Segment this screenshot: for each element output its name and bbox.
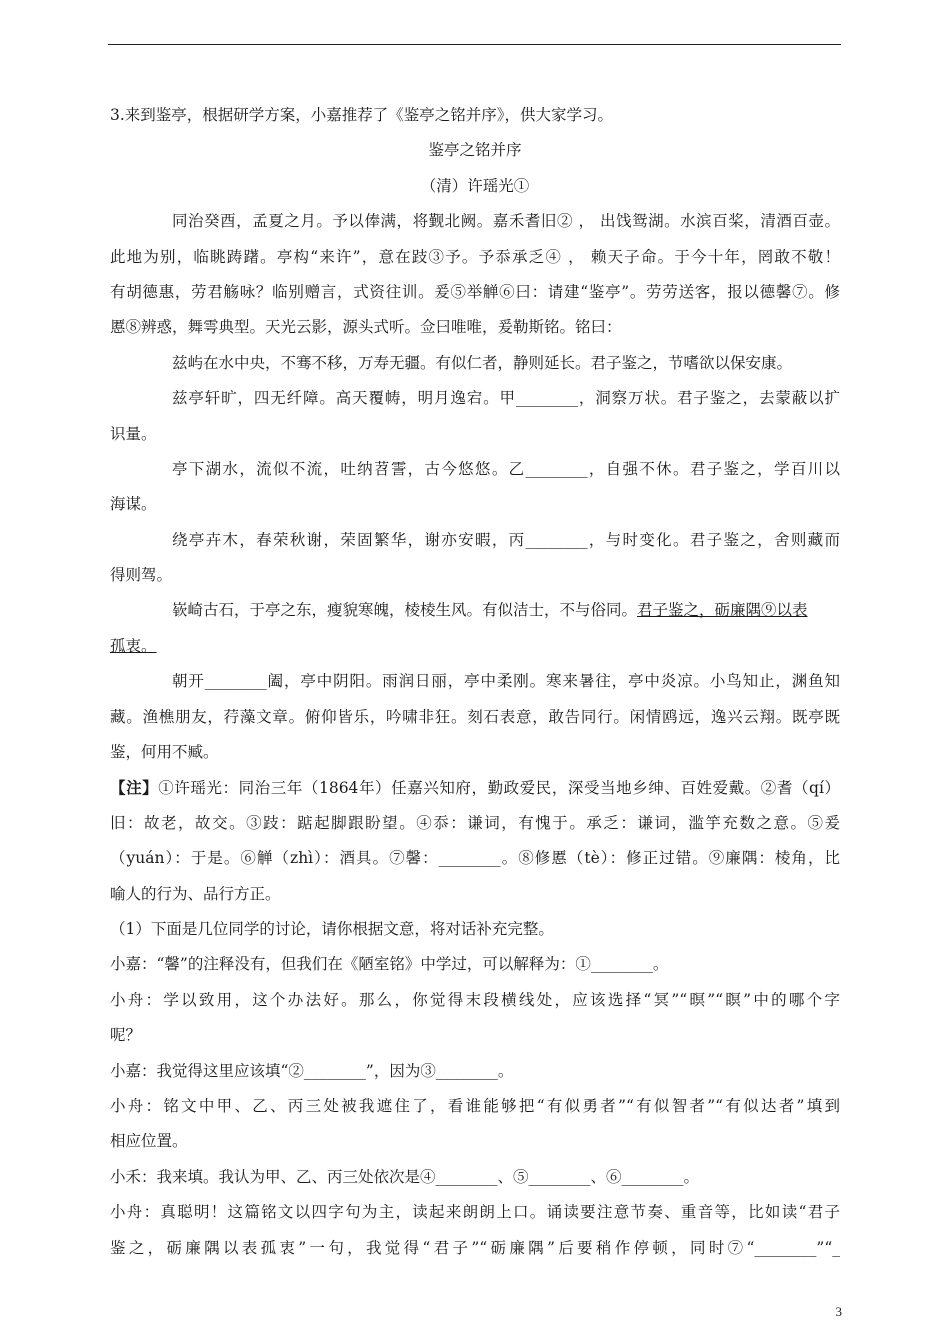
inscription-line: 鉴，何用不臧。 [110, 743, 219, 762]
dialogue-line: 小舟：学以致用，这个办法好。那么，你觉得末段横线处，应该选择“冥”“暝”“瞑”中的哪个字 [110, 990, 840, 1009]
inscription-line: 藏。渔樵朋友，荇藻文章。俯仰皆乐，吟啸非狂。刻石表意，敢告同行。闲情鸥远，逸兴云翔。既亭既 [110, 707, 840, 726]
underlined-sentence-end: 孤衷。 [110, 636, 157, 655]
preface-line: 慝⑧辨惑，舞雩典型。天光云影，源头式听。佥曰唯唯，爰勒斯铭。铭曰： [110, 318, 622, 337]
note-line: 喻人的行为、品行方正。 [110, 884, 281, 903]
header-rule [108, 44, 841, 45]
preface-line: 此地为别，临眺踌躇。亭构“来许”，意在跂③予。予忝承乏④ ， 赖天子命。于今十年，罔敢不敬！ [110, 247, 840, 266]
underlined-sentence: 君子鉴之，砺廉隅⑨以表 [637, 601, 808, 620]
dialogue-line: 鉴之，砺廉隅以表孤衷”一句，我觉得“君子”“砺廉隅”后要稍作停顿，同时⑦“________”“_ [110, 1238, 840, 1257]
inscription-line [110, 593, 840, 628]
preface-line: 同治癸酉，孟夏之月。予以俸满，将觐北阙。嘉禾耆旧② ， 出饯鸳湖。水滨百桨，清酒百壶。 [172, 212, 840, 231]
poem-title: 鉴亭之铭并序 [428, 141, 522, 160]
inscription-line: 亭下湖水，流似不流，吐纳苕霅，古今悠悠。乙________，自强不休。君子鉴之，学百川以 [172, 459, 840, 478]
dialogue-line: 小禾：我来填。我认为甲、乙、丙三处依次是④________、⑤________、⑥________。 [110, 1167, 700, 1186]
inscription-line: 识量。 [110, 424, 157, 443]
poem-author: （清）许瑶光① [420, 176, 530, 195]
inscription-line: 兹屿在水中央，不骞不移，万寿无疆。有似仁者，静则延长。君子鉴之，节嗜欲以保安康。 [172, 353, 793, 372]
question-intro: 3.来到鉴亭，根据研学方案，小嘉推荐了《鉴亭之铭并序》，供大家学习。 [110, 106, 614, 124]
note-text: ①许瑶光：同治三年（1864年）任嘉兴知府，勤政爱民，深受当地乡绅、百姓爱戴。②耆（qí） [158, 779, 840, 798]
dialogue-line: 相应位置。 [110, 1132, 188, 1151]
note-line: （yuán）：于是。⑥觯（zhì）：酒具。⑦馨：________。⑧修慝（tè）：修正过错。⑨廉隅：棱角，比 [110, 849, 840, 868]
subquestion-1: （1）下面是几位同学的讨论，请你根据文意，将对话补充完整。 [110, 919, 554, 938]
preface-line: 有胡德惠，劳君觞咏？临别赠言，式资往训。爰⑤举觯⑥曰：请建“鉴亭”。劳劳送客，报以德馨⑦。修 [110, 282, 840, 301]
dialogue-line: 小嘉：我觉得这里应该填“②________”，因为③________。 [110, 1061, 514, 1080]
document-body [110, 98, 840, 1266]
dialogue-line: 呢？ [110, 1026, 142, 1045]
note-line: 旧：故老，故交。③跂：踮起脚跟盼望。④忝：谦词，有愧于。承乏：谦词，滥竽充数之意。⑤爰 [110, 813, 840, 832]
inscription-line: 兹亭轩旷，四无纤障。高天覆帱，明月逸宕。甲________，洞察万状。君子鉴之，去蒙蔽以扩 [172, 389, 840, 408]
dialogue-line: 小舟：铭文中甲、乙、丙三处被我遮住了，看谁能够把“有似勇者”“有似智者”“有似达者”填到 [110, 1096, 840, 1115]
inscription-line: 海谋。 [110, 495, 157, 514]
inscription-line: 绕亭卉木，春荣秋谢，荣固繁华，谢亦安暇，丙________，与时变化。君子鉴之，舍则藏而 [172, 530, 840, 549]
note-label: 【注】 [110, 778, 159, 798]
dialogue-line: 小嘉：“馨”的注释没有，但我们在《陋室铭》中学过，可以解释为：①________。 [110, 955, 669, 974]
inscription-line: 朝开________阖，亭中阴阳。雨润日丽，亭中柔刚。寒来暑往，亭中炎凉。小鸟知止，渊鱼知 [172, 672, 840, 691]
inscription-line: 得则驾。 [110, 566, 173, 585]
dialogue-line: 小舟：真聪明！这篇铭文以四字句为主，读起来朗朗上口。诵读要注意节奏、重音等，比如读“君子 [110, 1203, 840, 1222]
inscription-text: 嵚崎古石，于亭之东，瘦貌寒魄，棱棱生风。有似洁士，不与俗同。 [172, 601, 638, 620]
page-number: 3 [835, 1304, 842, 1319]
note-line [110, 770, 840, 805]
